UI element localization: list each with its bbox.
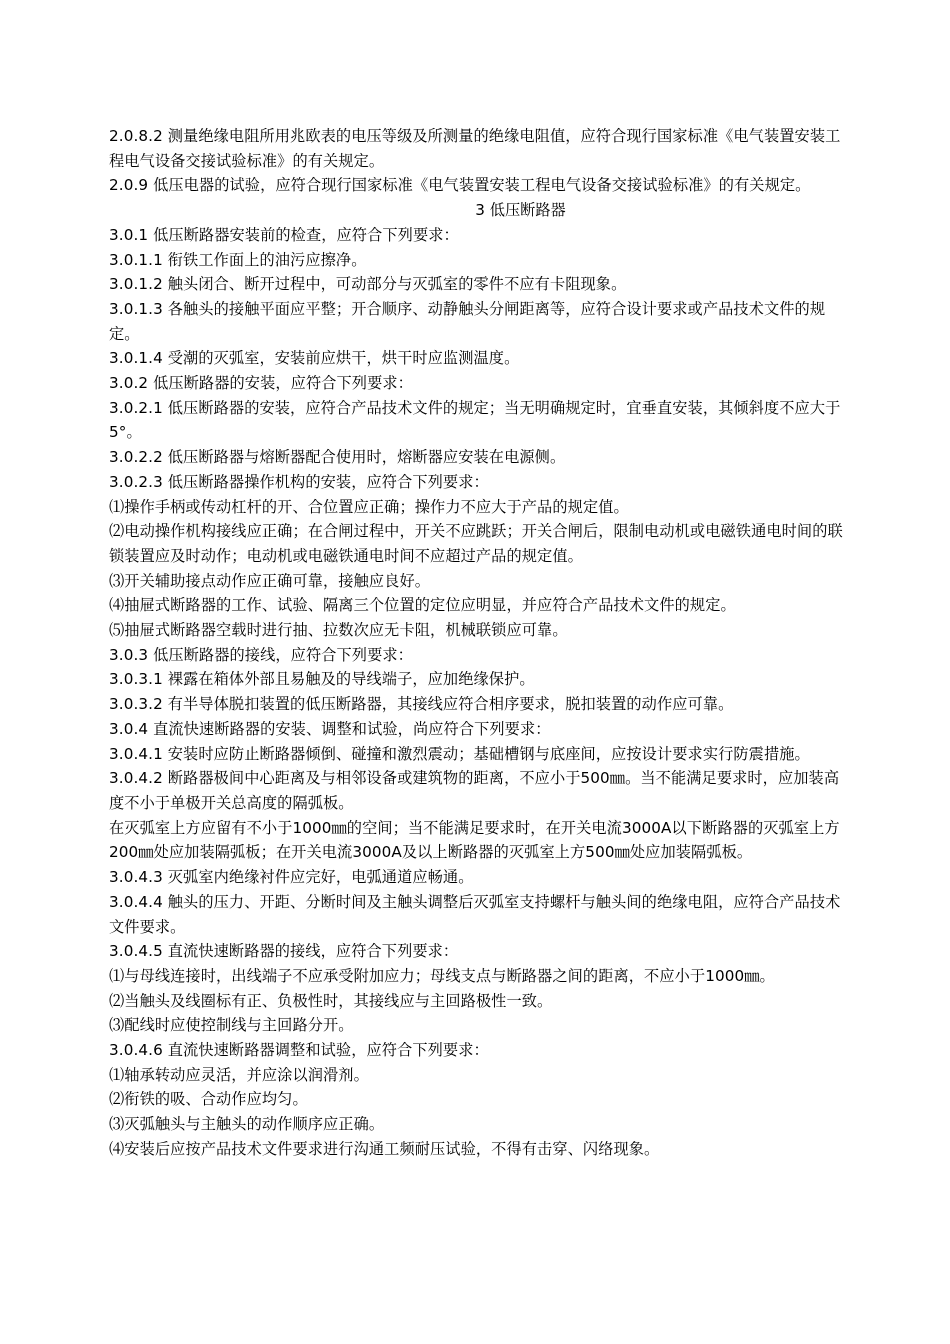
paragraph: 3.0.4.1 安装时应防止断路器倾倒、碰撞和激烈震动；基础槽钢与底座间，应按设计要求实行防震措施。 <box>109 744 810 763</box>
paragraph: 在灭弧室上方应留有不小于1000㎜的空间；当不能满足要求时，在开关电流3000A以下断路器的灭弧室上方200㎜处应加装隔弧板；在开关电流3000A及以上断路器的灭弧室上方500㎜处应加装隔弧板。 <box>109 818 840 862</box>
list-item: ⑴轴承转动应灵活，并应涂以润滑剂。 <box>109 1065 369 1084</box>
paragraph: 3.0.2.1 低压断路器的安装，应符合产品技术文件的规定；当无明确规定时，宜垂直安装，其倾斜度不应大于5°。 <box>109 398 841 442</box>
paragraph: 3.0.1 低压断路器安装前的检查，应符合下列要求： <box>109 225 459 244</box>
list-item: ⑶灭弧触头与主触头的动作顺序应正确。 <box>109 1115 385 1134</box>
paragraph: 3.0.1.1 衔铁工作面上的油污应擦净。 <box>109 250 367 269</box>
list-item: ⑵电动操作机构接线应正确；在合闸过程中，开关不应跳跃；开关合闸后，限制电动机或电磁铁通电时间的联锁装置应及时动作；电动机或电磁铁通电时间不应超过产品的规定值。 <box>109 522 843 565</box>
paragraph: 2.0.9 低压电器的试验，应符合现行国家标准《电气装置安装工程电气设备交接试验标准》的有关规定。 <box>109 176 811 195</box>
list-item: ⑷抽屉式断路器的工作、试验、隔离三个位置的定位应明显，并应符合产品技术文件的规定。 <box>109 596 736 615</box>
paragraph: 3.0.4.2 断路器极间中心距离及与相邻设备或建筑物的距离，不应小于500㎜。当不能满足要求时，应加装高度不小于单极开关总高度的隔弧板。 <box>109 769 840 812</box>
paragraph: 3.0.1.3 各触头的接触平面应平整；开合顺序、动静触头分闸距离等，应符合设计要求或产品技术文件的规定。 <box>109 299 826 343</box>
paragraph: 3.0.4.5 直流快速断路器的接线，应符合下列要求： <box>109 942 459 961</box>
paragraph: 2.0.8.2 测量绝缘电阻所用兆欧表的电压等级及所测量的绝缘电阻值，应符合现行国家标准《电气装置安装工程电气设备交接试验标准》的有关规定。 <box>109 127 841 170</box>
list-item: ⑶配线时应使控制线与主回路分开。 <box>109 1016 354 1035</box>
list-item: ⑷安装后应按产品技术文件要求进行沟通工频耐压试验，不得有击穿、闪络现象。 <box>109 1139 660 1158</box>
paragraph: 3.0.3.2 有半导体脱扣装置的低压断路器，其接线应符合相序要求，脱扣装置的动作应可靠。 <box>109 695 734 714</box>
list-item: ⑴与母线连接时，出线端子不应承受附加应力；母线支点与断路器之间的距离，不应小于1000㎜。 <box>109 966 775 985</box>
list-item: ⑵衔铁的吸、合动作应均匀。 <box>109 1090 308 1109</box>
paragraph: 3.0.2.2 低压断路器与熔断器配合使用时，熔断器应安装在电源侧。 <box>109 448 566 467</box>
document-body <box>109 124 844 1162</box>
list-item: ⑴操作手柄或传动杠杆的开、合位置应正确；操作力不应大于产品的规定值。 <box>109 497 629 516</box>
paragraph: 3.0.3.1 裸露在箱体外部且易触及的导线端子，应加绝缘保护。 <box>109 670 535 689</box>
paragraph: 3.0.1.4 受潮的灭弧室，安装前应烘干，烘干时应监测温度。 <box>109 349 520 368</box>
paragraph: 3.0.4.3 灭弧室内绝缘衬件应完好，电弧通道应畅通。 <box>109 868 474 887</box>
paragraph: 3.0.4 直流快速断路器的安装、调整和试验，尚应符合下列要求： <box>109 719 551 738</box>
paragraph: 3.0.4.6 直流快速断路器调整和试验，应符合下列要求： <box>109 1041 489 1060</box>
paragraph: 3.0.2 低压断路器的安装，应符合下列要求： <box>109 374 413 393</box>
section-heading: 3 低压断路器 <box>475 201 566 220</box>
paragraph: 3.0.2.3 低压断路器操作机构的安装，应符合下列要求： <box>109 472 489 491</box>
list-item: ⑸抽屉式断路器空载时进行抽、拉数次应无卡阻，机械联锁应可靠。 <box>109 621 568 640</box>
list-item: ⑶开关辅助接点动作应正确可靠，接触应良好。 <box>109 571 431 590</box>
paragraph: 3.0.4.4 触头的压力、开距、分断时间及主触头调整后灭弧室支持螺杆与触头间的绝缘电阻，应符合产品技术文件要求。 <box>109 892 841 936</box>
list-item: ⑵当触头及线圈标有正、负极性时，其接线应与主回路极性一致。 <box>109 991 553 1010</box>
paragraph: 3.0.3 低压断路器的接线，应符合下列要求： <box>109 645 413 664</box>
paragraph: 3.0.1.2 触头闭合、断开过程中，可动部分与灭弧室的零件不应有卡阻现象。 <box>109 275 627 294</box>
